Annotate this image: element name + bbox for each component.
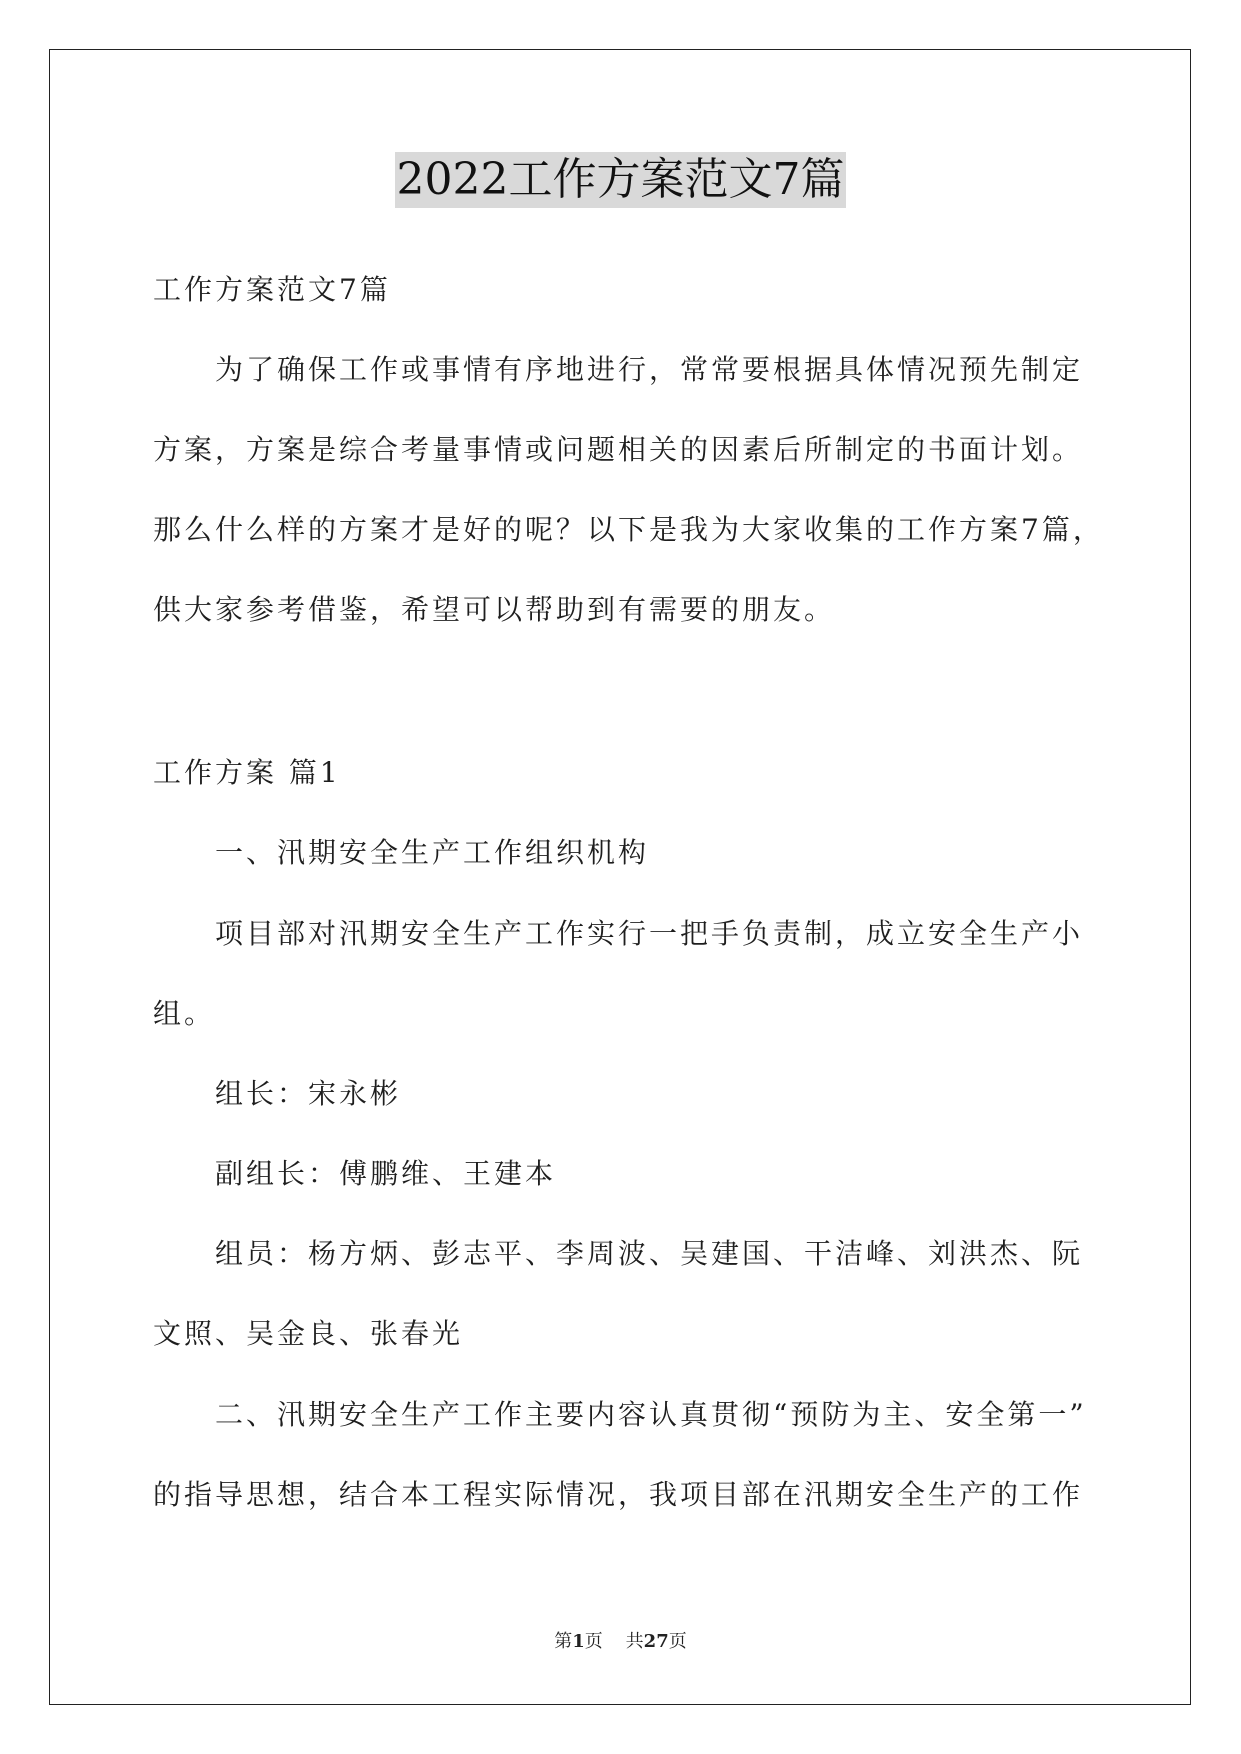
intro-line: 方案，方案是综合考量事情或问题相关的因素后所制定的书面计划。 bbox=[153, 433, 1084, 466]
body-line: 项目部对汛期安全生产工作实行一把手负责制，成立安全生产小 bbox=[215, 917, 1084, 950]
body-line: 组长：宋永彬 bbox=[215, 1077, 402, 1110]
body-line: 的指导思想，结合本工程实际情况，我项目部在汛期安全生产的工作 bbox=[153, 1478, 1084, 1511]
body-line: 组员：杨方炳、彭志平、李周波、吴建国、干洁峰、刘洪杰、阮 bbox=[215, 1237, 1084, 1270]
total-pages: 27 bbox=[643, 1631, 669, 1652]
intro-line: 那么什么样的方案才是好的呢？以下是我为大家收集的工作方案7篇， bbox=[153, 513, 1104, 546]
body-line: 组。 bbox=[153, 997, 216, 1030]
section-heading: 工作方案 篇1 bbox=[153, 756, 341, 789]
page-number: 1 bbox=[572, 1631, 585, 1652]
page-suffix: 页 bbox=[584, 1631, 603, 1652]
body-line: 文照、吴金良、张春光 bbox=[153, 1317, 464, 1350]
body-line: 副组长：傅鹏维、王建本 bbox=[215, 1157, 557, 1190]
page-footer bbox=[0, 1630, 1241, 1654]
total-prefix: 共 bbox=[625, 1631, 644, 1652]
intro-line: 供大家参考借鉴，希望可以帮助到有需要的朋友。 bbox=[153, 593, 836, 626]
title-container bbox=[0, 152, 1241, 208]
total-suffix: 页 bbox=[668, 1631, 687, 1652]
body-line: 一、汛期安全生产工作组织机构 bbox=[215, 836, 650, 869]
page-prefix: 第 bbox=[554, 1631, 573, 1652]
document-title: 2022工作方案范文7篇 bbox=[395, 152, 847, 208]
body-line: 二、汛期安全生产工作主要内容认真贯彻“预防为主、安全第一” bbox=[215, 1398, 1087, 1431]
subtitle: 工作方案范文7篇 bbox=[153, 273, 391, 306]
intro-line: 为了确保工作或事情有序地进行，常常要根据具体情况预先制定 bbox=[215, 353, 1084, 386]
